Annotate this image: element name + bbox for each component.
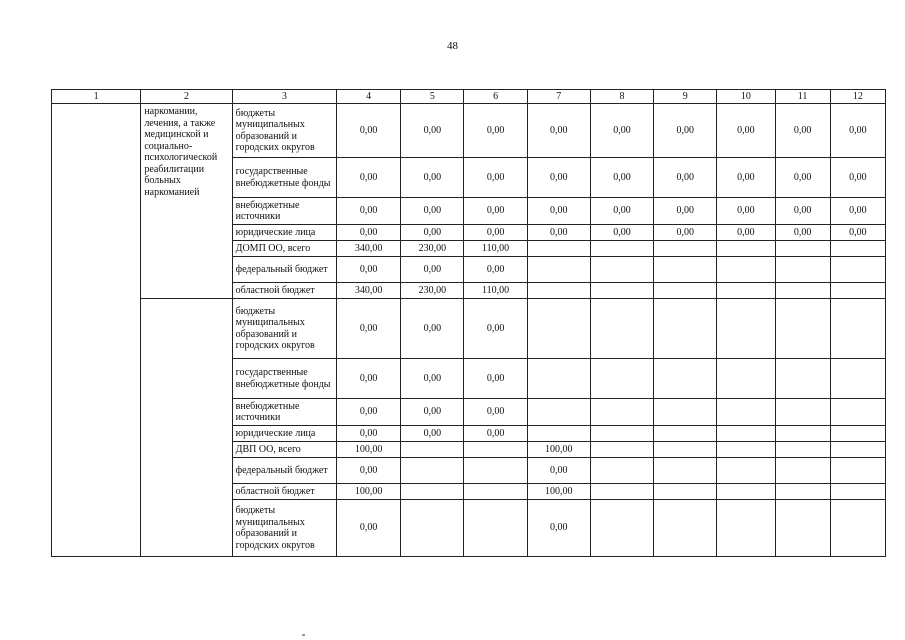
value-cell-col4: 0,00 bbox=[337, 359, 401, 399]
value-cell-col9 bbox=[654, 257, 717, 283]
value-cell-col7: 100,00 bbox=[527, 442, 590, 458]
value-cell-col10: 0,00 bbox=[717, 225, 775, 241]
value-cell-col4: 0,00 bbox=[337, 299, 401, 359]
value-cell-col4: 100,00 bbox=[337, 484, 401, 500]
value-cell-col5 bbox=[401, 500, 464, 557]
value-cell-col11: 0,00 bbox=[775, 158, 830, 198]
value-cell-col5: 0,00 bbox=[401, 359, 464, 399]
value-cell-col7: 100,00 bbox=[527, 484, 590, 500]
value-cell-col11: 0,00 bbox=[775, 198, 830, 225]
value-cell-col12 bbox=[830, 484, 885, 500]
value-cell-col10 bbox=[717, 283, 775, 299]
value-cell-col7 bbox=[527, 359, 590, 399]
funding-source-label: юридические лица bbox=[232, 225, 336, 241]
value-cell-col12 bbox=[830, 399, 885, 426]
header-cell-6: 6 bbox=[464, 90, 527, 104]
value-cell-col11 bbox=[775, 426, 830, 442]
value-cell-col6 bbox=[464, 442, 527, 458]
header-cell-8: 8 bbox=[590, 90, 653, 104]
value-cell-col12: 0,00 bbox=[830, 225, 885, 241]
funding-source-label: бюджеты муниципальных образований и городских округов bbox=[232, 299, 336, 359]
value-cell-col9 bbox=[654, 241, 717, 257]
scan-mark bbox=[302, 634, 305, 636]
value-cell-col5: 0,00 bbox=[401, 299, 464, 359]
value-cell-col11: 0,00 bbox=[775, 104, 830, 158]
value-cell-col4: 0,00 bbox=[337, 257, 401, 283]
value-cell-col9 bbox=[654, 399, 717, 426]
value-cell-col9: 0,00 bbox=[654, 104, 717, 158]
value-cell-col6: 0,00 bbox=[464, 257, 527, 283]
value-cell-col12 bbox=[830, 426, 885, 442]
value-cell-col11 bbox=[775, 299, 830, 359]
value-cell-col8 bbox=[590, 426, 653, 442]
value-cell-col8: 0,00 bbox=[590, 225, 653, 241]
value-cell-col12 bbox=[830, 359, 885, 399]
header-cell-2: 2 bbox=[141, 90, 232, 104]
value-cell-col9 bbox=[654, 484, 717, 500]
value-cell-col7: 0,00 bbox=[527, 198, 590, 225]
value-cell-col8 bbox=[590, 359, 653, 399]
value-cell-col11 bbox=[775, 257, 830, 283]
header-cell-4: 4 bbox=[337, 90, 401, 104]
header-cell-12: 12 bbox=[830, 90, 885, 104]
value-cell-col8 bbox=[590, 399, 653, 426]
value-cell-col5: 230,00 bbox=[401, 283, 464, 299]
value-cell-col8 bbox=[590, 299, 653, 359]
funding-source-label: федеральный бюджет bbox=[232, 458, 336, 484]
funding-source-label: государственные внебюджетные фонды bbox=[232, 158, 336, 198]
value-cell-col5: 0,00 bbox=[401, 104, 464, 158]
value-cell-col6: 0,00 bbox=[464, 198, 527, 225]
measure-description-continued bbox=[141, 299, 232, 557]
value-cell-col9 bbox=[654, 442, 717, 458]
header-cell-5: 5 bbox=[401, 90, 464, 104]
value-cell-col7: 0,00 bbox=[527, 500, 590, 557]
value-cell-col6: 0,00 bbox=[464, 299, 527, 359]
funding-source-label: государственные внебюджетные фонды bbox=[232, 359, 336, 399]
funding-source-label: юридические лица bbox=[232, 426, 336, 442]
table-row bbox=[52, 299, 886, 359]
value-cell-col10 bbox=[717, 500, 775, 557]
funding-source-label: внебюджетные источники bbox=[232, 198, 336, 225]
budget-table bbox=[51, 89, 886, 557]
value-cell-col9: 0,00 bbox=[654, 225, 717, 241]
value-cell-col10: 0,00 bbox=[717, 158, 775, 198]
value-cell-col8: 0,00 bbox=[590, 104, 653, 158]
value-cell-col5: 0,00 bbox=[401, 399, 464, 426]
funding-source-label: областной бюджет bbox=[232, 484, 336, 500]
value-cell-col12: 0,00 bbox=[830, 104, 885, 158]
value-cell-col4: 100,00 bbox=[337, 442, 401, 458]
col1-cell bbox=[52, 104, 141, 557]
funding-source-label: ДОМП ОО, всего bbox=[232, 241, 336, 257]
funding-source-label: областной бюджет bbox=[232, 283, 336, 299]
value-cell-col12 bbox=[830, 257, 885, 283]
value-cell-col9 bbox=[654, 283, 717, 299]
value-cell-col11 bbox=[775, 241, 830, 257]
value-cell-col10 bbox=[717, 359, 775, 399]
value-cell-col12 bbox=[830, 283, 885, 299]
value-cell-col8 bbox=[590, 257, 653, 283]
funding-source-label: бюджеты муниципальных образований и городских округов bbox=[232, 104, 336, 158]
value-cell-col8 bbox=[590, 283, 653, 299]
value-cell-col10 bbox=[717, 241, 775, 257]
value-cell-col6: 0,00 bbox=[464, 426, 527, 442]
value-cell-col11: 0,00 bbox=[775, 225, 830, 241]
value-cell-col10: 0,00 bbox=[717, 104, 775, 158]
value-cell-col5 bbox=[401, 458, 464, 484]
value-cell-col9 bbox=[654, 299, 717, 359]
page-number: 48 bbox=[447, 40, 458, 52]
value-cell-col7 bbox=[527, 426, 590, 442]
value-cell-col11 bbox=[775, 458, 830, 484]
header-cell-1: 1 bbox=[52, 90, 141, 104]
value-cell-col5 bbox=[401, 442, 464, 458]
value-cell-col6: 0,00 bbox=[464, 225, 527, 241]
value-cell-col7 bbox=[527, 283, 590, 299]
value-cell-col12: 0,00 bbox=[830, 198, 885, 225]
value-cell-col6: 110,00 bbox=[464, 241, 527, 257]
table-body bbox=[52, 90, 886, 557]
value-cell-col12 bbox=[830, 299, 885, 359]
value-cell-col8: 0,00 bbox=[590, 198, 653, 225]
value-cell-col10 bbox=[717, 299, 775, 359]
funding-source-label: ДВП ОО, всего bbox=[232, 442, 336, 458]
value-cell-col7 bbox=[527, 241, 590, 257]
value-cell-col8 bbox=[590, 442, 653, 458]
value-cell-col6: 0,00 bbox=[464, 104, 527, 158]
value-cell-col4: 0,00 bbox=[337, 158, 401, 198]
value-cell-col8 bbox=[590, 500, 653, 557]
value-cell-col6: 0,00 bbox=[464, 359, 527, 399]
value-cell-col5: 0,00 bbox=[401, 426, 464, 442]
value-cell-col7 bbox=[527, 399, 590, 426]
value-cell-col8 bbox=[590, 458, 653, 484]
value-cell-col9: 0,00 bbox=[654, 198, 717, 225]
value-cell-col6 bbox=[464, 458, 527, 484]
funding-source-label: внебюджетные источники bbox=[232, 399, 336, 426]
value-cell-col4: 0,00 bbox=[337, 399, 401, 426]
value-cell-col10 bbox=[717, 458, 775, 484]
value-cell-col8 bbox=[590, 241, 653, 257]
value-cell-col5: 0,00 bbox=[401, 225, 464, 241]
value-cell-col7 bbox=[527, 257, 590, 283]
value-cell-col11 bbox=[775, 399, 830, 426]
value-cell-col9: 0,00 bbox=[654, 158, 717, 198]
value-cell-col6: 0,00 bbox=[464, 399, 527, 426]
value-cell-col5: 230,00 bbox=[401, 241, 464, 257]
value-cell-col11 bbox=[775, 442, 830, 458]
value-cell-col4: 0,00 bbox=[337, 426, 401, 442]
funding-source-label: бюджеты муниципальных образований и городских округов bbox=[232, 500, 336, 557]
value-cell-col5: 0,00 bbox=[401, 158, 464, 198]
value-cell-col12 bbox=[830, 458, 885, 484]
funding-source-label: федеральный бюджет bbox=[232, 257, 336, 283]
value-cell-col8: 0,00 bbox=[590, 158, 653, 198]
header-cell-7: 7 bbox=[527, 90, 590, 104]
header-row bbox=[52, 90, 886, 104]
value-cell-col4: 0,00 bbox=[337, 198, 401, 225]
value-cell-col7 bbox=[527, 299, 590, 359]
value-cell-col11 bbox=[775, 484, 830, 500]
measure-description: наркомании, лечения, а также медицинской и социально-психологической реабилитации больных наркоманией bbox=[141, 104, 232, 299]
value-cell-col7: 0,00 bbox=[527, 225, 590, 241]
value-cell-col4: 340,00 bbox=[337, 241, 401, 257]
value-cell-col8 bbox=[590, 484, 653, 500]
value-cell-col9 bbox=[654, 426, 717, 442]
value-cell-col10 bbox=[717, 484, 775, 500]
value-cell-col4: 0,00 bbox=[337, 500, 401, 557]
value-cell-col12 bbox=[830, 500, 885, 557]
table-row bbox=[52, 104, 886, 158]
header-cell-3: 3 bbox=[232, 90, 336, 104]
value-cell-col6 bbox=[464, 500, 527, 557]
value-cell-col7: 0,00 bbox=[527, 158, 590, 198]
header-cell-10: 10 bbox=[717, 90, 775, 104]
value-cell-col4: 340,00 bbox=[337, 283, 401, 299]
value-cell-col10 bbox=[717, 442, 775, 458]
value-cell-col4: 0,00 bbox=[337, 104, 401, 158]
value-cell-col5: 0,00 bbox=[401, 198, 464, 225]
value-cell-col4: 0,00 bbox=[337, 225, 401, 241]
value-cell-col6: 0,00 bbox=[464, 158, 527, 198]
value-cell-col11 bbox=[775, 500, 830, 557]
value-cell-col9 bbox=[654, 359, 717, 399]
value-cell-col12: 0,00 bbox=[830, 158, 885, 198]
value-cell-col4: 0,00 bbox=[337, 458, 401, 484]
value-cell-col7: 0,00 bbox=[527, 458, 590, 484]
value-cell-col9 bbox=[654, 500, 717, 557]
value-cell-col12 bbox=[830, 442, 885, 458]
value-cell-col12 bbox=[830, 241, 885, 257]
value-cell-col7: 0,00 bbox=[527, 104, 590, 158]
value-cell-col10 bbox=[717, 426, 775, 442]
value-cell-col10 bbox=[717, 257, 775, 283]
value-cell-col10 bbox=[717, 399, 775, 426]
header-cell-9: 9 bbox=[654, 90, 717, 104]
header-cell-11: 11 bbox=[775, 90, 830, 104]
value-cell-col9 bbox=[654, 458, 717, 484]
value-cell-col10: 0,00 bbox=[717, 198, 775, 225]
value-cell-col5 bbox=[401, 484, 464, 500]
value-cell-col6 bbox=[464, 484, 527, 500]
value-cell-col11 bbox=[775, 359, 830, 399]
value-cell-col11 bbox=[775, 283, 830, 299]
value-cell-col6: 110,00 bbox=[464, 283, 527, 299]
value-cell-col5: 0,00 bbox=[401, 257, 464, 283]
